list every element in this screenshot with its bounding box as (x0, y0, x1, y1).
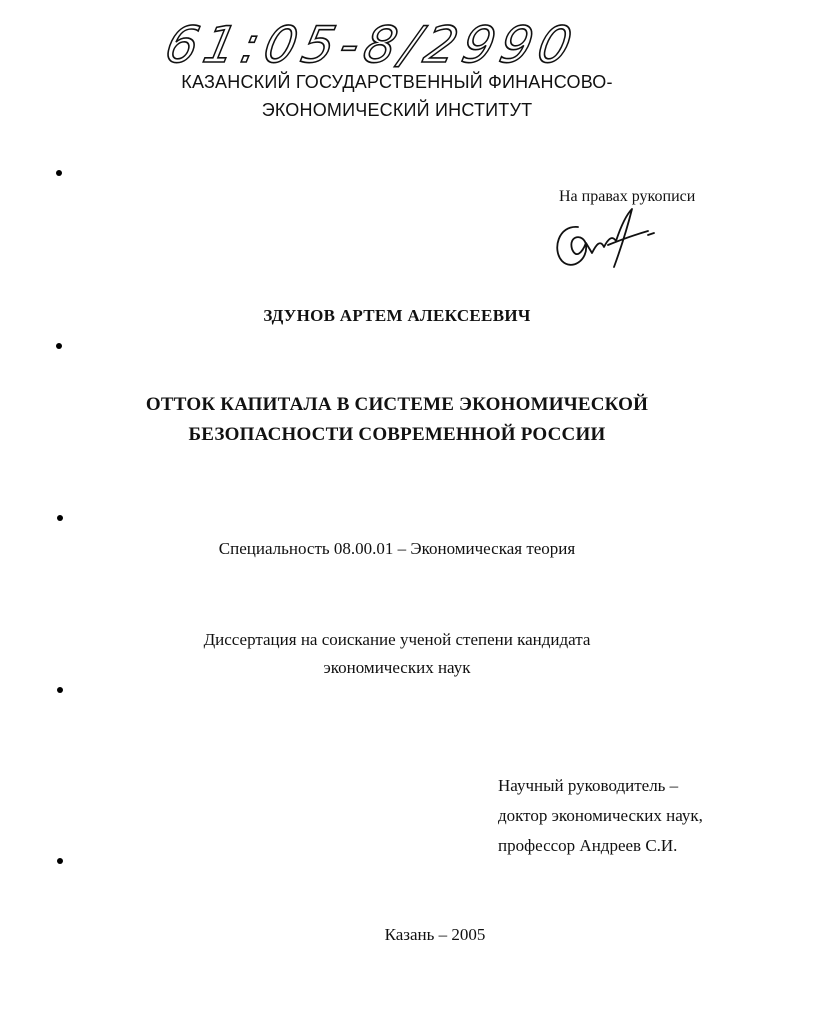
dissertation-degree-line1: Диссертация на соискание ученой степени кандидата (203, 630, 591, 649)
specialty: Специальность 08.00.01 – Экономическая теория (218, 539, 576, 558)
dissertation-degree-line2: экономических наук (323, 658, 471, 677)
margin-dot (57, 515, 63, 521)
place-and-year: Казань – 2005 (384, 925, 486, 944)
institute-name-line2: ЭКОНОМИЧЕСКИЙ ИНСТИТУТ (261, 100, 533, 120)
author-signature (548, 205, 658, 275)
margin-dot (57, 687, 63, 693)
manuscript-rights-note: На правах рукописи (559, 188, 696, 205)
handwritten-archive-number (160, 10, 583, 76)
supervisor-line2: доктор экономических наук, (498, 806, 703, 825)
institute-name-line1: КАЗАНСКИЙ ГОСУДАРСТВЕННЫЙ ФИНАНСОВО- (181, 72, 613, 92)
dissertation-title-line1: ОТТОК КАПИТАЛА В СИСТЕМЕ ЭКОНОМИЧЕСКОЙ (145, 394, 649, 415)
margin-dot (56, 343, 62, 349)
dissertation-title-line2: БЕЗОПАСНОСТИ СОВРЕМЕННОЙ РОССИИ (188, 424, 606, 445)
author-name: ЗДУНОВ АРТЕМ АЛЕКСЕЕВИЧ (263, 306, 531, 325)
margin-dot (57, 858, 63, 864)
margin-dot (56, 170, 62, 176)
supervisor-line1: Научный руководитель – (498, 776, 679, 795)
archive-number-text: 61:05-8/2990 (160, 15, 583, 74)
supervisor-line3: профессор Андреев С.И. (498, 836, 678, 855)
